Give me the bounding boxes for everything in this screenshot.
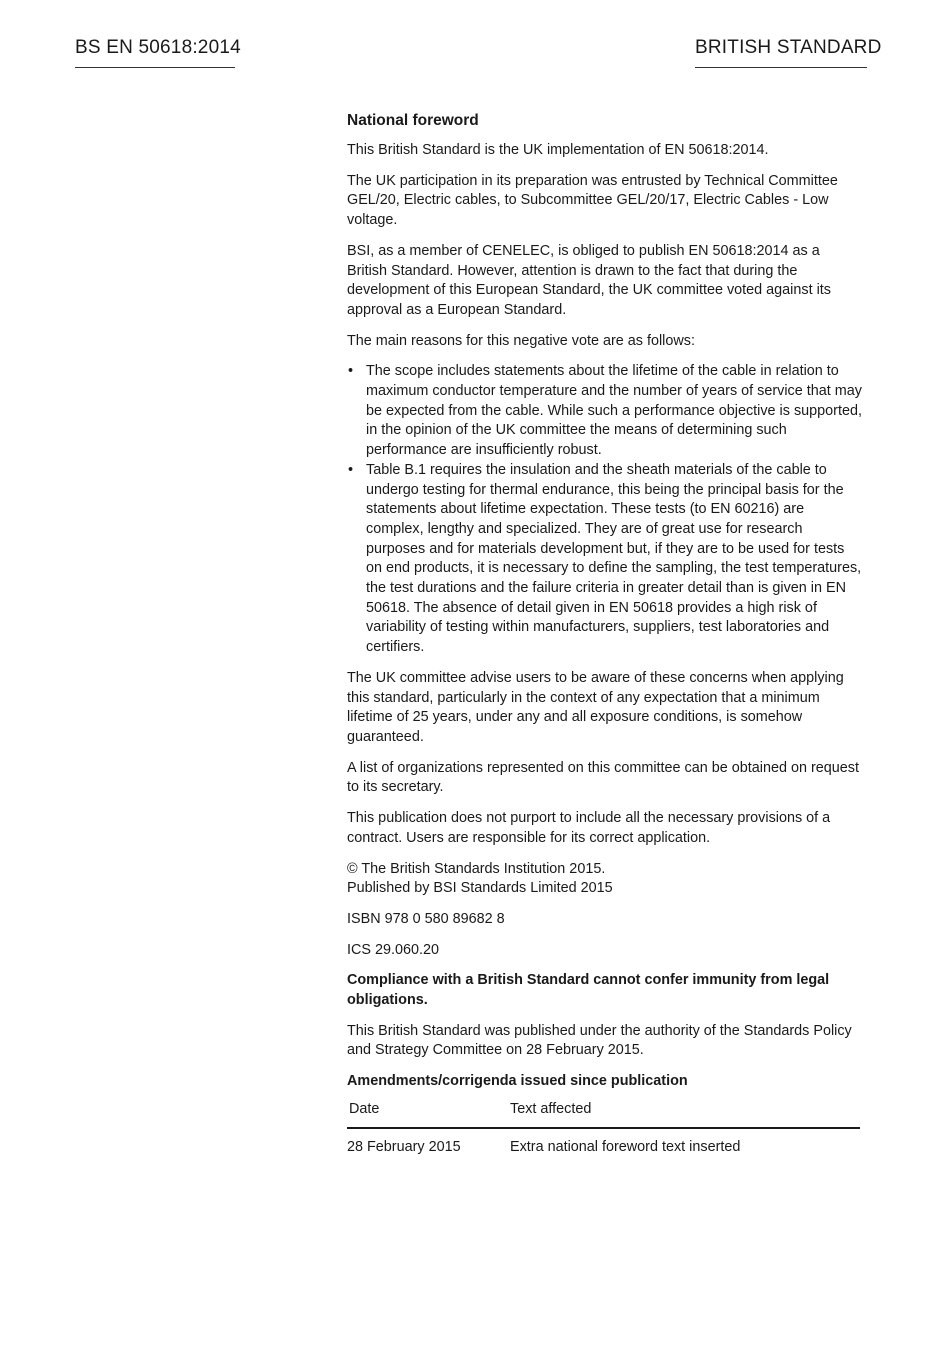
paragraph-reasons-intro: The main reasons for this negative vote are as follows: xyxy=(347,332,695,349)
table-header-row xyxy=(347,1100,860,1128)
ics-line: ICS 29.060.20 xyxy=(347,941,440,958)
compliance-notice: Compliance with a British Standard cannot confer immunity from legal obligations. xyxy=(347,972,830,1009)
paragraph-participation: The UK participation in its preparation was entrusted by Technical Committee GEL/20, Electric cables, to Subcommittee GEL/20/17, Electric Cables - Low voltage. xyxy=(347,172,838,229)
paragraph-advice: The UK committee advise users to be aware of these concerns when applying this standard, particularly in the context of any expectation that a minimum lifetime of 25 years, under any and all exposure conditions, is somehow guaranteed. xyxy=(347,669,844,745)
amendments-table xyxy=(347,1100,860,1157)
document-id-header: BS EN 50618:2014 xyxy=(75,36,235,68)
copyright-block xyxy=(347,860,863,899)
isbn-line: ISBN 978 0 580 89682 8 xyxy=(347,910,505,927)
amendments-title: Amendments/corrigenda issued since publication xyxy=(347,1073,688,1090)
reasons-list xyxy=(347,362,863,658)
list-item: • Table B.1 requires the insulation and the sheath materials of the cable to undergo testing for thermal endurance, this being the principal basis for the statements about lifetime expectation. These tests (to EN 60216) are complex, lengthy and specialized. They are of great use for research purposes and for materials development but, if they are to be used for tests on end products, it is necessary to define the sampling, the test temperatures, the test durations and the failure criteria in greater detail than is given in EN 50618. The absence of detail given in EN 50618 provides a high risk of variability of testing within manufacturers, suppliers, test laboratories and certifiers. xyxy=(347,461,863,658)
paragraph-committee-list: A list of organizations represented on this committee can be obtained on request to its secretary. xyxy=(347,759,859,796)
authority-statement: This British Standard was published under the authority of the Standards Policy and Strategy Committee on 28 February 2015. xyxy=(347,1022,852,1059)
column-header-date: Date xyxy=(347,1100,508,1128)
paragraph-cenelec: BSI, as a member of CENELEC, is obliged to publish EN 50618:2014 as a British Standard. However, attention is drawn to the fact that during the development of this European Standard, the UK committee voted against its approval as a European Standard. xyxy=(347,242,831,318)
series-header: BRITISH STANDARD xyxy=(695,36,867,68)
paragraph-contract: This publication does not purport to include all the necessary provisions of a contract. Users are responsible for its correct application. xyxy=(347,810,831,846)
section-title: National foreword xyxy=(347,112,479,129)
national-foreword-section xyxy=(347,110,863,1157)
paragraph-implementation: This British Standard is the UK implementation of EN 50618:2014. xyxy=(347,142,769,158)
column-header-text-affected: Text affected xyxy=(508,1100,860,1128)
publisher-line: Published by BSI Standards Limited 2015 xyxy=(347,880,613,897)
amendment-text: Extra national foreword text inserted xyxy=(510,1138,741,1155)
table-row xyxy=(347,1128,860,1157)
copyright-line: © The British Standards Institution 2015. xyxy=(347,860,606,877)
list-item: • The scope includes statements about the lifetime of the cable in relation to maximum conductor temperature and the number of years of service that may be expected from the cable. While such a performance objective is supported, in the opinion of the UK committee the means of determining such performance are insufficiently robust. xyxy=(347,362,863,461)
amendment-date: 28 February 2015 xyxy=(347,1138,461,1155)
